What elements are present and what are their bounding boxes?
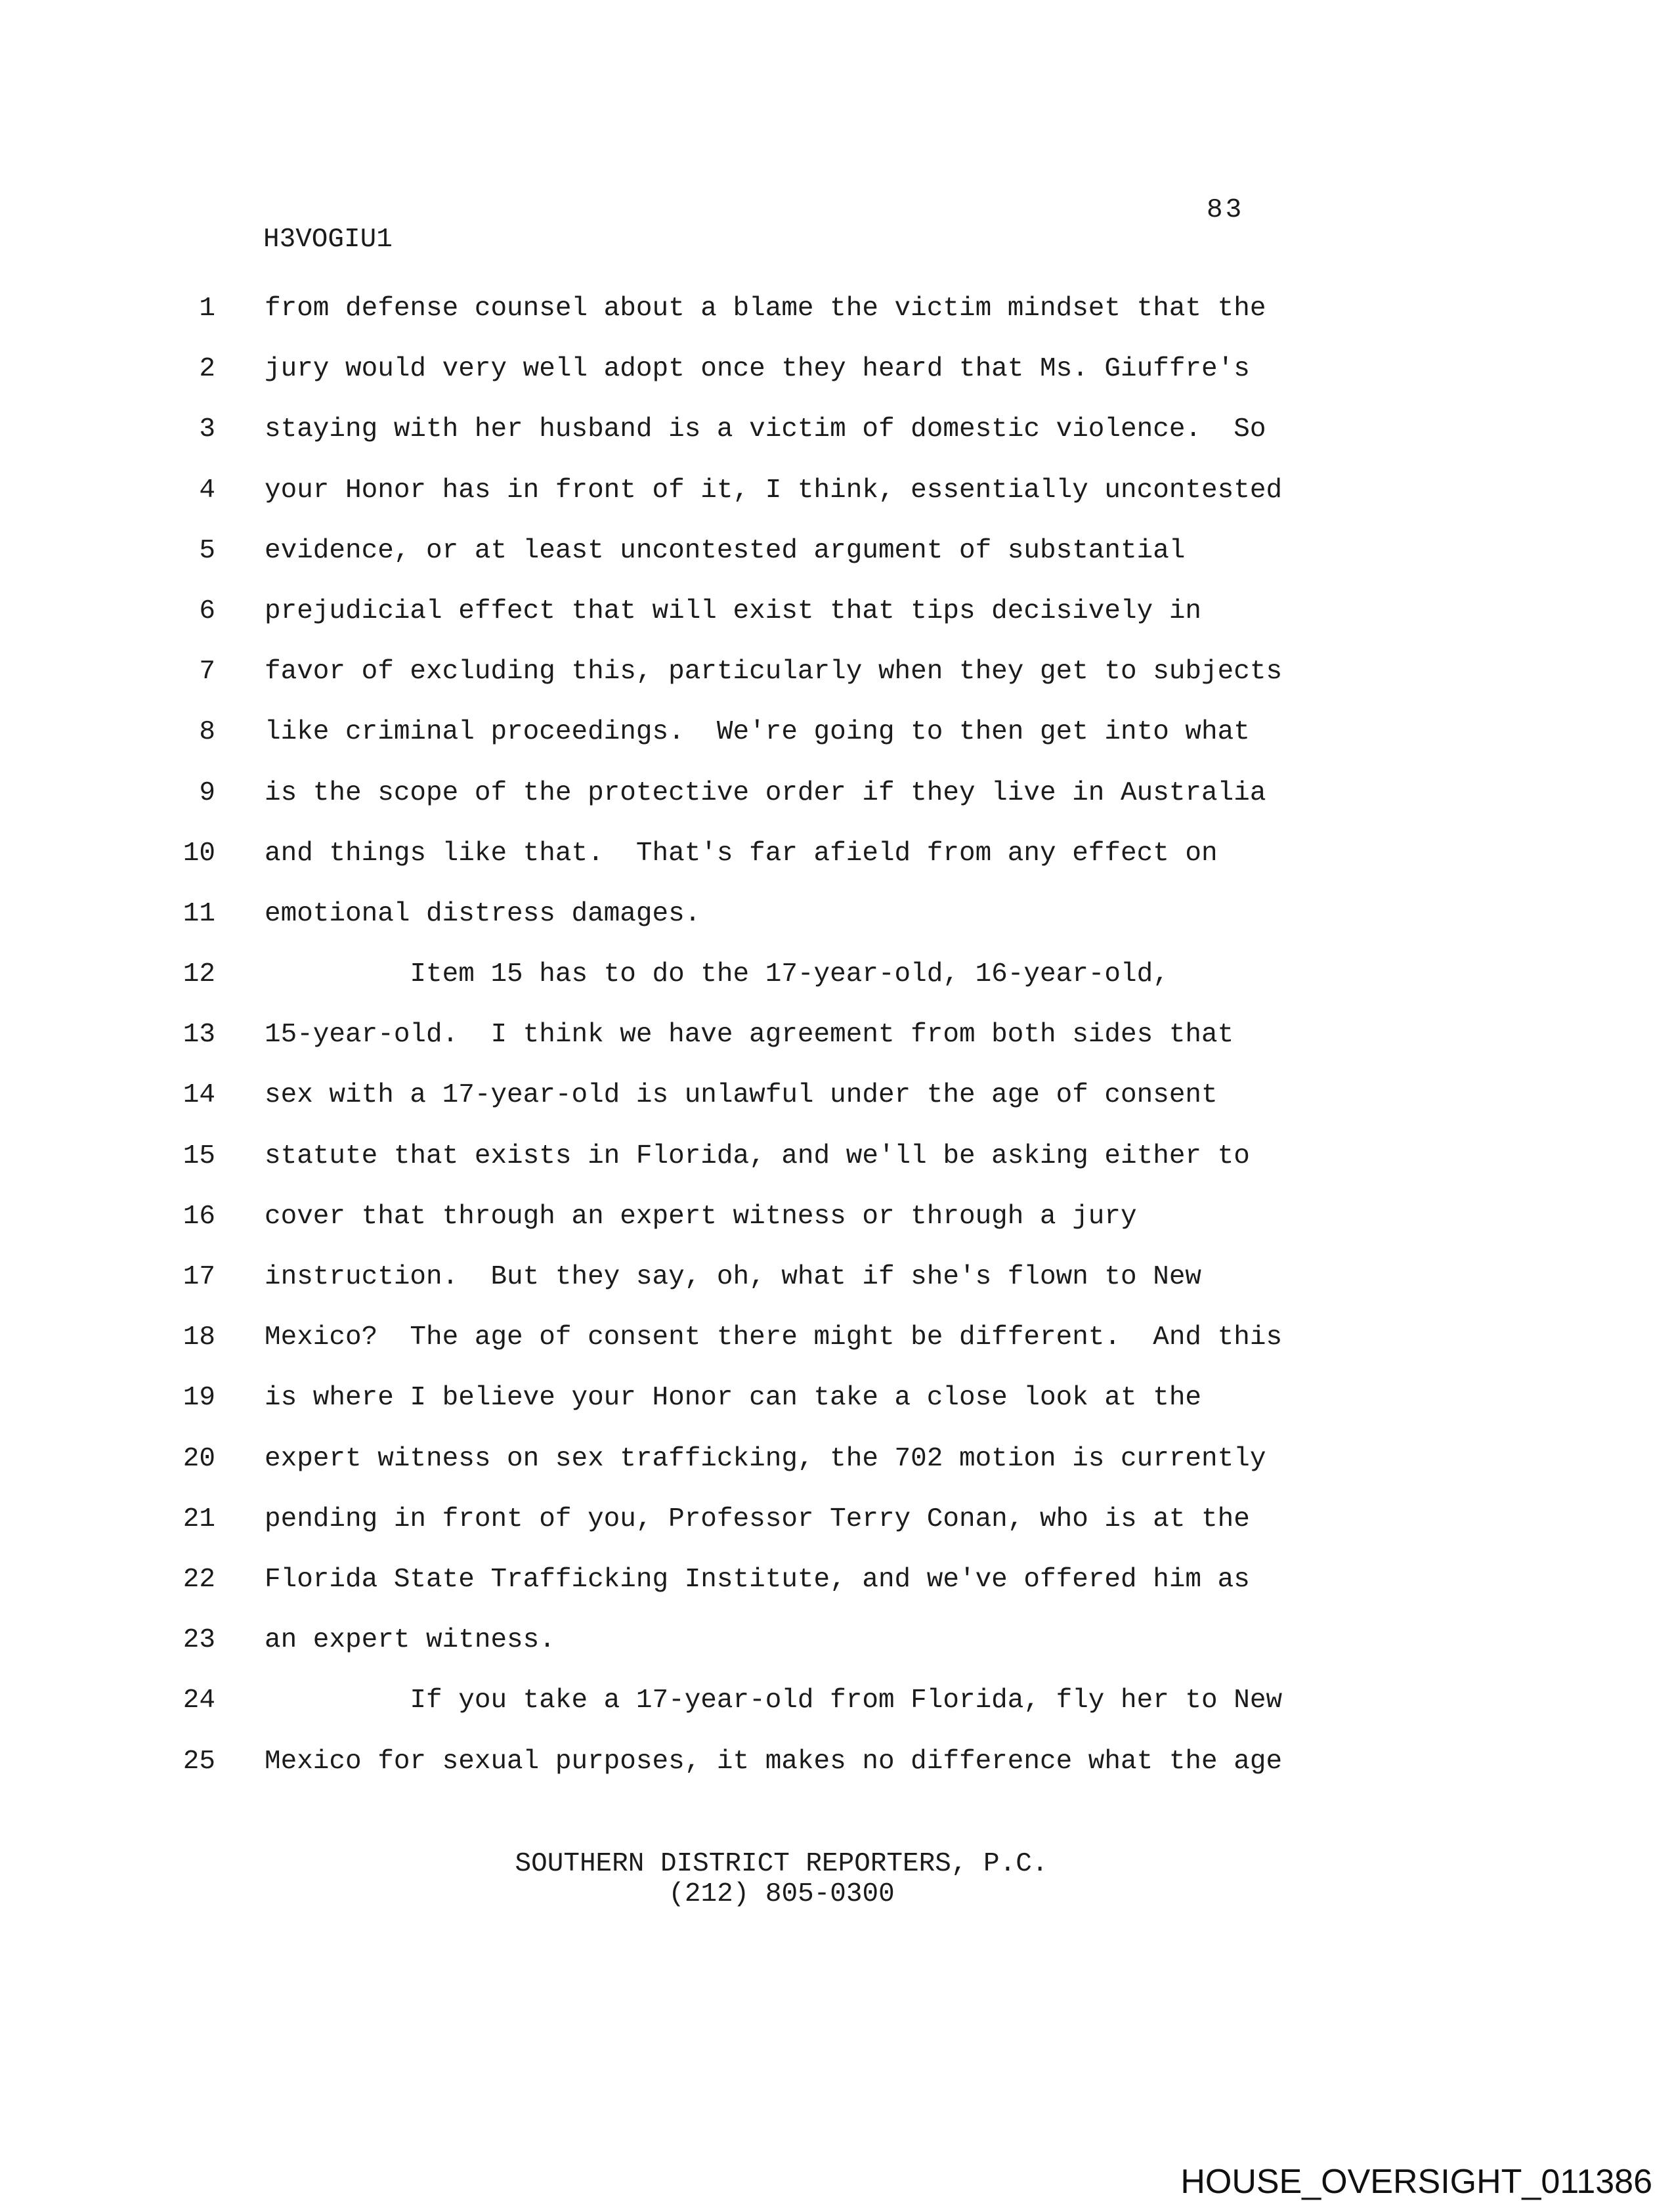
reporter-name: SOUTHERN DISTRICT REPORTERS, P.C.	[515, 1849, 1048, 1879]
line-text: from defense counsel about a blame the victim mindset that the	[265, 293, 1266, 324]
line-text: staying with her husband is a victim of domestic violence. So	[265, 414, 1266, 445]
line-number: 19	[182, 1383, 215, 1414]
line-number: 4	[199, 475, 215, 506]
line-number: 10	[182, 838, 215, 869]
line-number: 5	[199, 535, 215, 566]
line-text: prejudicial effect that will exist that tips decisively in	[265, 596, 1202, 626]
line-number: 18	[182, 1322, 215, 1353]
transcript-line	[0, 598, 1674, 659]
line-text: Florida State Trafficking Institute, and we've offered him as	[265, 1564, 1250, 1595]
line-number: 9	[199, 777, 215, 808]
transcript-line	[0, 719, 1674, 779]
line-text: emotional distress damages.	[265, 898, 701, 929]
line-text: If you take a 17-year-old from Florida, fly her to New	[265, 1685, 1283, 1716]
line-text: jury would very well adopt once they heard that Ms. Giuffre's	[265, 354, 1250, 385]
transcript-line	[0, 961, 1674, 1022]
line-text: an expert witness.	[265, 1625, 555, 1656]
line-number: 15	[182, 1140, 215, 1171]
line-number: 12	[182, 959, 215, 990]
transcript-line	[0, 1506, 1674, 1567]
line-number: 25	[182, 1746, 215, 1777]
line-text: statute that exists in Florida, and we'll be asking either to	[265, 1140, 1250, 1171]
transcript-line	[0, 1082, 1674, 1142]
line-text: Item 15 has to do the 17-year-old, 16-year-old,	[265, 959, 1169, 990]
transcript-line	[0, 1022, 1674, 1082]
line-number: 24	[182, 1685, 215, 1716]
line-text: is the scope of the protective order if they live in Australia	[265, 777, 1266, 808]
line-number: 8	[199, 717, 215, 748]
transcript-line	[0, 1627, 1674, 1687]
reporter-phone: (212) 805-0300	[668, 1879, 895, 1909]
line-text: 15-year-old. I think we have agreement from both sides that	[265, 1020, 1234, 1051]
line-number: 2	[199, 354, 215, 385]
line-text: like criminal proceedings. We're going to then get into what	[265, 717, 1250, 748]
line-number: 16	[182, 1201, 215, 1232]
transcript-line	[0, 1687, 1674, 1748]
transcript-line	[0, 1564, 1674, 1627]
transcript-line	[0, 1201, 1674, 1264]
line-text: expert witness on sex trafficking, the 702 motion is currently	[265, 1443, 1266, 1474]
transcript-line	[0, 659, 1674, 719]
transcript-line	[0, 1140, 1674, 1204]
line-text: cover that through an expert witness or through a jury	[265, 1201, 1137, 1232]
transcript-line	[0, 535, 1674, 598]
line-text: and things like that. That's far afield from any effect on	[265, 838, 1218, 869]
line-text: Mexico for sexual purposes, it makes no difference what the age	[265, 1746, 1283, 1777]
line-number: 23	[182, 1625, 215, 1656]
line-text: is where I believe your Honor can take a close look at the	[265, 1383, 1202, 1414]
line-text: instruction. But they say, oh, what if she's flown to New	[265, 1262, 1202, 1292]
line-number: 3	[199, 414, 215, 445]
page-number: 83	[1207, 195, 1245, 225]
transcript-line	[0, 777, 1674, 840]
line-text: pending in front of you, Professor Terry Conan, who is at the	[265, 1504, 1250, 1534]
transcript-line	[0, 1264, 1674, 1324]
transcript-line	[0, 1748, 1674, 1809]
line-number: 21	[182, 1504, 215, 1534]
line-text: Mexico? The age of consent there might be different. And this	[265, 1322, 1283, 1353]
transcript-body	[0, 295, 1674, 1809]
transcript-line	[0, 898, 1674, 961]
transcript-line	[0, 356, 1674, 416]
line-text: evidence, or at least uncontested argument of substantial	[265, 535, 1186, 566]
session-id: H3VOGIU1	[263, 225, 393, 255]
line-number: 11	[182, 898, 215, 929]
line-number: 22	[182, 1564, 215, 1595]
line-number: 7	[199, 657, 215, 687]
transcript-line	[0, 1385, 1674, 1445]
transcript-line	[0, 840, 1674, 901]
transcript-line	[0, 477, 1674, 538]
line-text: favor of excluding this, particularly when they get to subjects	[265, 657, 1283, 687]
line-number: 17	[182, 1262, 215, 1292]
line-number: 14	[182, 1080, 215, 1111]
reporter-footer	[265, 1849, 1298, 1909]
line-number: 6	[199, 596, 215, 626]
line-number: 1	[199, 293, 215, 324]
transcript-line	[0, 416, 1674, 477]
bates-stamp: HOUSE_OVERSIGHT_011386	[1180, 2163, 1652, 2201]
line-number: 13	[182, 1020, 215, 1051]
transcript-line	[0, 295, 1674, 356]
line-text: your Honor has in front of it, I think, essentially uncontested	[265, 475, 1283, 506]
transcript-line	[0, 1324, 1674, 1385]
line-text: sex with a 17-year-old is unlawful under the age of consent	[265, 1080, 1218, 1111]
line-number: 20	[182, 1443, 215, 1474]
transcript-line	[0, 1443, 1674, 1506]
